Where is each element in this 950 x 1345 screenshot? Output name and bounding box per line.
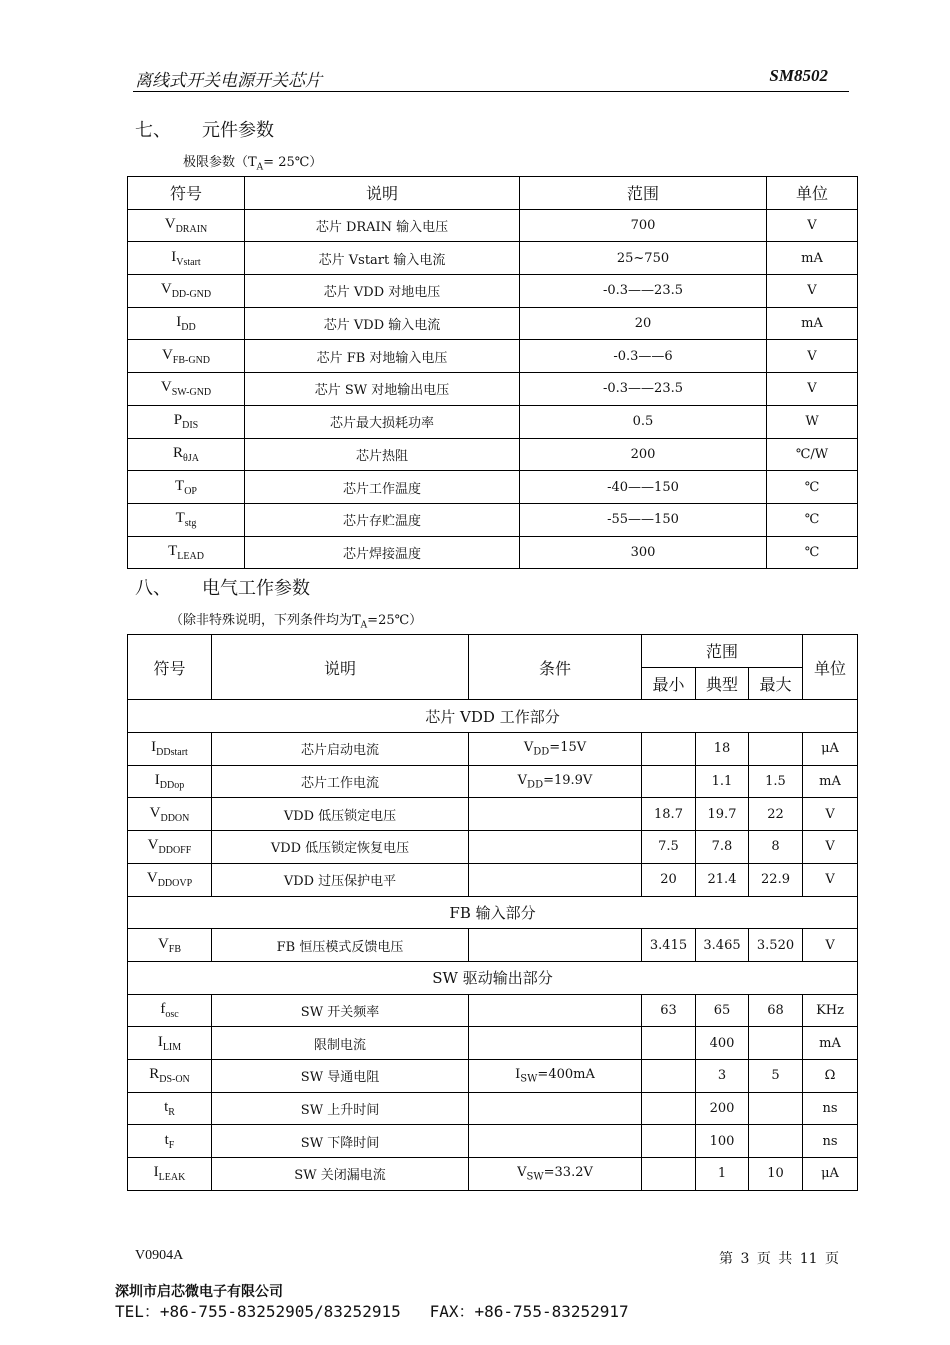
symbol-base: T [175,477,185,494]
table-row [128,1092,858,1125]
table-row [128,373,858,406]
description-cell: VDD 低压锁定电压 [212,798,469,831]
symbol-cell [128,209,245,242]
section-7-heading: 元件参数 [202,120,274,141]
symbol-cell [128,1158,212,1191]
col-header-min: 最小 [642,667,696,700]
symbol [160,1000,179,1020]
min-cell: 7.5 [642,831,696,864]
symbol [153,1164,186,1184]
unit-cell: V [767,275,858,308]
group-row [128,961,858,994]
typ-cell: 3 [696,1059,749,1092]
max-cell [749,1027,803,1060]
table-header-row [128,177,858,210]
symbol-cell [128,994,212,1027]
col-header-max: 最大 [749,667,803,700]
group-title: SW 驱动输出部分 [128,961,858,994]
description-cell: 芯片最大损耗功率 [245,405,520,438]
symbol-cell [128,1027,212,1060]
range-cell: -40——150 [520,471,767,504]
description-cell: SW 下降时间 [212,1125,469,1158]
col-header-range: 范围 [642,635,803,668]
condition-value: =15V [549,740,587,756]
min-cell [642,1059,696,1092]
table-row [128,831,858,864]
min-cell [642,1125,696,1158]
description-cell: 芯片工作温度 [245,471,520,504]
symbol-base: I [176,314,182,331]
symbol [176,314,196,334]
col-header-desc: 说明 [212,635,469,700]
section-8-note [170,609,422,631]
col-header-symbol: 符号 [128,635,212,700]
typ-cell: 100 [696,1125,749,1158]
range-cell: -0.3——6 [520,340,767,373]
symbol-subscript: DDOVP [157,878,193,890]
unit-cell: ℃ [767,536,858,569]
symbol-base: I [157,1033,163,1050]
range-cell: 0.5 [520,405,767,438]
symbol-subscript: DS-ON [159,1074,190,1086]
max-cell: 22 [749,798,803,831]
condition-cell [469,765,642,798]
symbol-base: R [173,444,184,461]
range-cell: 20 [520,307,767,340]
condition-cell [469,733,642,766]
unit-cell: mA [767,242,858,275]
symbol-base: t [164,1098,169,1115]
table-row [128,275,858,308]
table-header-row [128,635,858,668]
symbol [164,216,208,236]
table-row [128,340,858,373]
symbol-base: t [164,1131,169,1148]
header-doc-title: 离线式开关电源开关芯片 [135,71,322,91]
symbol-base: f [160,1000,166,1017]
group-title: FB 输入部分 [128,896,858,929]
max-cell [749,733,803,766]
condition-cell [469,929,642,962]
symbol-base: V [146,870,158,887]
symbol-subscript: stg [184,518,197,530]
note-sub: A [360,620,368,631]
unit-cell: V [803,929,858,962]
symbol-cell [128,733,212,766]
unit-cell: V [803,831,858,864]
min-cell [642,1158,696,1191]
range-cell: -0.3——23.5 [520,373,767,406]
symbol-subscript: DD [181,322,196,334]
description-cell: SW 关闭漏电流 [212,1158,469,1191]
symbol-base: V [147,837,159,854]
description-cell: 芯片热阻 [245,438,520,471]
symbol-subscript: θJA [183,452,199,464]
range-cell: 300 [520,536,767,569]
condition-cell [469,1158,642,1191]
table-row [128,765,858,798]
symbol-subscript: DDON [160,812,190,824]
table-row [128,503,858,536]
max-cell: 10 [749,1158,803,1191]
description-cell: 芯片焊接温度 [245,536,520,569]
typ-cell: 21.4 [696,863,749,896]
table-row [128,209,858,242]
symbol-base: P [173,412,183,429]
symbol-base: V [160,379,172,396]
unit-cell: Ω [803,1059,858,1092]
unit-cell: V [803,798,858,831]
symbol-cell [128,373,245,406]
condition-cell [469,1125,642,1158]
unit-cell: V [803,863,858,896]
note-text: 极限参数（T [183,155,257,170]
section-8-title [135,574,310,600]
unit-cell: mA [803,1027,858,1060]
symbol-subscript: osc [165,1008,179,1020]
symbol [160,379,212,399]
typ-cell: 18 [696,733,749,766]
note-text: （除非特殊说明，下列条件均为T [170,613,361,628]
unit-cell: V [767,340,858,373]
symbol-cell [128,405,245,438]
note-sub: A [256,162,264,173]
absolute-ratings-table [127,176,858,569]
table-row [128,929,858,962]
symbol-subscript: DD-GND [171,289,212,301]
symbol-base: I [171,248,177,265]
unit-cell: W [767,405,858,438]
max-cell: 68 [749,994,803,1027]
symbol-cell [128,307,245,340]
group-row [128,700,858,733]
symbol-cell [128,831,212,864]
symbol [161,346,211,366]
condition-symbol: I [515,1066,521,1082]
max-cell [749,1125,803,1158]
description-cell: 芯片 DRAIN 输入电压 [245,209,520,242]
table-row [128,471,858,504]
description-cell: 芯片 VDD 输入电流 [245,307,520,340]
table-row [128,1158,858,1191]
min-cell: 18.7 [642,798,696,831]
symbol-cell [128,929,212,962]
symbol [168,542,204,562]
section-7-note [183,151,322,173]
electrical-params-table [127,634,858,1191]
symbol [173,444,199,464]
symbol-base: I [151,739,157,756]
max-cell: 3.520 [749,929,803,962]
symbol-cell [128,863,212,896]
symbol [146,870,193,890]
table-row [128,1059,858,1092]
symbol-base: V [164,216,176,233]
description-cell: SW 开关频率 [212,994,469,1027]
symbol-base: T [175,510,185,527]
condition-cell [469,1027,642,1060]
symbol-cell [128,438,245,471]
symbol [149,1066,190,1086]
col-header-symbol: 符号 [128,177,245,210]
symbol [173,412,199,432]
description-cell: 芯片 Vstart 输入电流 [245,242,520,275]
condition-subscript: SW [526,1171,544,1183]
symbol-subscript: LEAD [177,550,204,562]
description-cell: VDD 低压锁定恢复电压 [212,831,469,864]
symbol-base: I [153,1164,159,1181]
symbol-cell [128,1092,212,1125]
section-8-heading: 电气工作参数 [202,578,310,599]
section-7-number: 七、 [135,120,171,141]
range-cell: 25~750 [520,242,767,275]
symbol-subscript: R [168,1106,175,1118]
symbol-base: V [160,281,172,298]
typ-cell: 1 [696,1158,749,1191]
col-header-unit: 单位 [767,177,858,210]
min-cell [642,1092,696,1125]
description-cell: 芯片 FB 对地输入电压 [245,340,520,373]
symbol-subscript: DRAIN [175,224,208,236]
typ-cell: 7.8 [696,831,749,864]
table-row [128,438,858,471]
section-8-number: 八、 [135,578,171,599]
symbol-base: V [157,935,169,952]
note-text-end: = 25℃） [263,155,323,170]
max-cell: 8 [749,831,803,864]
typ-cell: 65 [696,994,749,1027]
unit-cell: V [767,373,858,406]
table-row [128,1125,858,1158]
min-cell [642,765,696,798]
symbol [149,804,190,824]
table-row [128,242,858,275]
min-cell [642,1027,696,1060]
symbol [164,1098,175,1118]
col-header-desc: 说明 [245,177,520,210]
typ-cell: 1.1 [696,765,749,798]
min-cell: 3.415 [642,929,696,962]
symbol-subscript: FB-GND [172,354,211,366]
symbol-subscript: Vstart [176,256,201,268]
col-header-typ: 典型 [696,667,749,700]
unit-cell: μA [803,1158,858,1191]
col-header-unit: 单位 [803,635,858,700]
symbol [151,739,188,759]
table-row [128,798,858,831]
symbol-cell [128,275,245,308]
condition-value: =19.9V [543,772,593,788]
max-cell: 5 [749,1059,803,1092]
description-cell: SW 上升时间 [212,1092,469,1125]
symbol [157,1033,182,1053]
section-7-title [135,116,274,142]
symbol [160,281,212,301]
symbol-cell [128,536,245,569]
table-row [128,733,858,766]
range-cell: 700 [520,209,767,242]
symbol-cell [128,765,212,798]
description-cell: 芯片存贮温度 [245,503,520,536]
symbol [157,935,182,955]
table-row [128,1027,858,1060]
group-row [128,896,858,929]
symbol-subscript: F [168,1139,175,1151]
header-divider [133,91,849,92]
unit-cell: mA [803,765,858,798]
unit-cell: V [767,209,858,242]
description-cell: 芯片 SW 对地输出电压 [245,373,520,406]
min-cell [642,733,696,766]
max-cell: 22.9 [749,863,803,896]
unit-cell: ℃/W [767,438,858,471]
unit-cell: KHz [803,994,858,1027]
condition-value: =400mA [537,1066,595,1082]
condition-symbol: V [523,740,534,756]
min-cell: 20 [642,863,696,896]
footer-contact: TEL：+86-755-83252905/83252915 FAX：+86-755-83252917 [115,1302,629,1321]
symbol-subscript: DIS [182,420,199,432]
symbol-base: V [149,804,161,821]
condition-cell [469,831,642,864]
description-cell: 芯片启动电流 [212,733,469,766]
table-row [128,994,858,1027]
symbol [164,1131,175,1151]
range-cell: 200 [520,438,767,471]
symbol-cell [128,340,245,373]
symbol-base: T [168,542,178,559]
group-title: 芯片 VDD 工作部分 [128,700,858,733]
condition-symbol: V [517,1165,527,1181]
condition-symbol: V [517,772,528,788]
symbol-cell [128,1125,212,1158]
max-cell: 1.5 [749,765,803,798]
unit-cell: ℃ [767,471,858,504]
description-cell: SW 导通电阻 [212,1059,469,1092]
symbol-cell [128,471,245,504]
symbol-subscript: LIM [162,1041,182,1053]
condition-cell [469,863,642,896]
symbol-base: V [161,346,173,363]
typ-cell: 400 [696,1027,749,1060]
note-text-end: =25℃） [367,613,423,628]
symbol [171,248,201,268]
table-row [128,405,858,438]
typ-cell: 19.7 [696,798,749,831]
symbol-cell [128,242,245,275]
condition-cell [469,994,642,1027]
symbol [175,510,197,530]
footer-page-number: 第 3 页 共 11 页 [719,1251,839,1267]
unit-cell: ℃ [767,503,858,536]
symbol-subscript: OP [184,485,197,497]
col-header-cond: 条件 [469,635,642,700]
condition-cell [469,1092,642,1125]
max-cell [749,1092,803,1125]
description-cell: FB 恒压模式反馈电压 [212,929,469,962]
condition-subscript: DD [533,746,550,758]
symbol-subscript: LEAK [158,1172,186,1184]
symbol-cell [128,798,212,831]
table-row [128,536,858,569]
symbol-subscript: DDOFF [158,845,192,857]
symbol-subscript: DDop [159,780,185,792]
condition-subscript: SW [520,1073,538,1085]
typ-cell: 200 [696,1092,749,1125]
symbol-cell [128,503,245,536]
symbol-base: I [154,772,160,789]
condition-subscript: DD [527,779,544,791]
range-cell: -55——150 [520,503,767,536]
description-cell: VDD 过压保护电平 [212,863,469,896]
condition-cell [469,1059,642,1092]
condition-value: =33.2V [543,1165,593,1181]
symbol [154,772,185,792]
unit-cell: ns [803,1125,858,1158]
table-row [128,863,858,896]
header-part-number: SM8502 [769,66,828,85]
typ-cell: 3.465 [696,929,749,962]
symbol-base: R [149,1066,160,1083]
range-cell: -0.3——23.5 [520,275,767,308]
footer-company: 深圳市启芯微电子有限公司 [115,1284,283,1300]
condition-cell [469,798,642,831]
symbol [175,477,197,497]
description-cell: 限制电流 [212,1027,469,1060]
unit-cell: ns [803,1092,858,1125]
symbol-subscript: DDstart [156,747,188,759]
description-cell: 芯片 VDD 对地电压 [245,275,520,308]
table-row [128,307,858,340]
unit-cell: μA [803,733,858,766]
symbol [147,837,192,857]
footer-version: V0904A [135,1248,184,1263]
min-cell: 63 [642,994,696,1027]
col-header-range: 范围 [520,177,767,210]
symbol-cell [128,1059,212,1092]
description-cell: 芯片工作电流 [212,765,469,798]
symbol-subscript: SW-GND [171,387,212,399]
unit-cell: mA [767,307,858,340]
symbol-subscript: FB [168,943,182,955]
